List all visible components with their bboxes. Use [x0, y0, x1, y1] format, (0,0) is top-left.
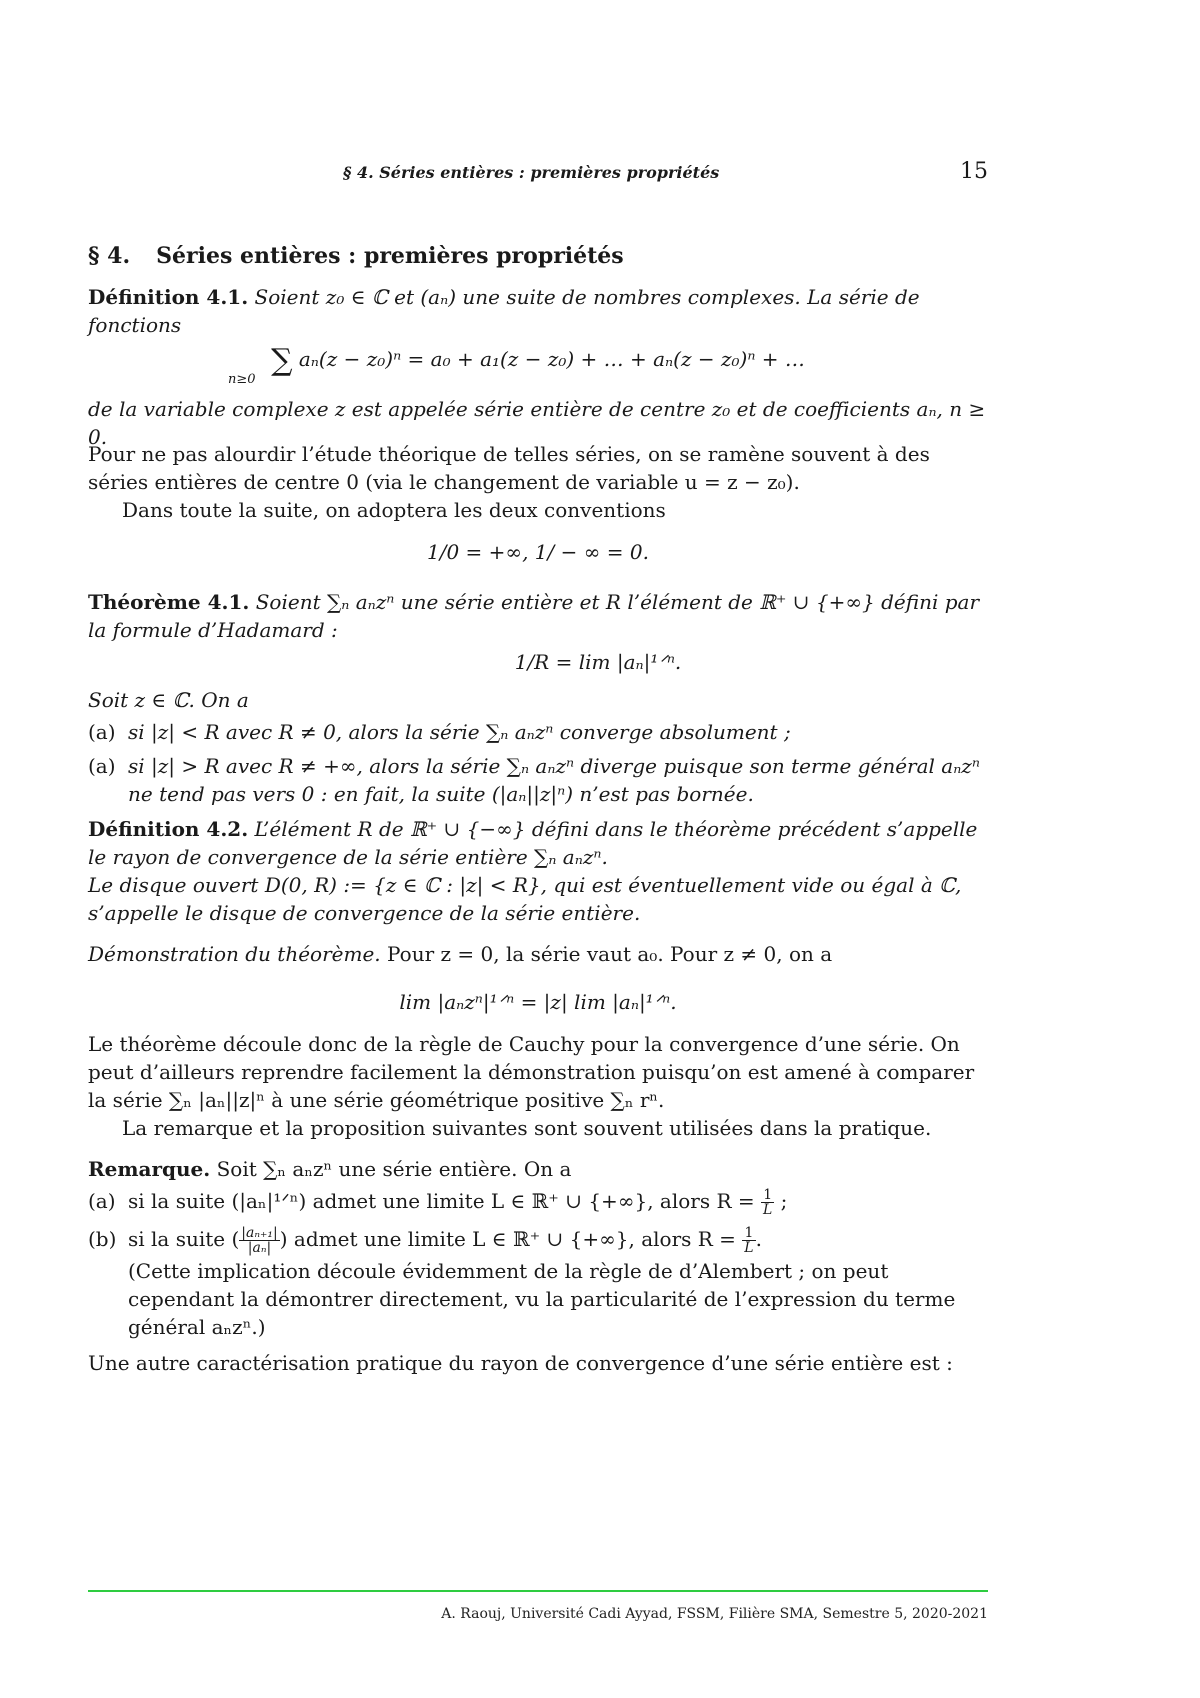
proof-label: Démonstration du théorème.	[88, 942, 381, 966]
item-text: si la suite (|aₙ|¹ᐟⁿ) admet une limite L ∈ ℝ⁺ ∪ {+∞}, alors R =	[128, 1189, 761, 1213]
series-expression: aₙ(z − z₀)ⁿ = a₀ + a₁(z − z₀) + … + aₙ(z − z₀)ⁿ + …	[298, 347, 805, 371]
remark	[88, 1155, 988, 1377]
document-page	[88, 0, 988, 1698]
definition-text-continued: Le disque ouvert D(0, R) := {z ∈ ℂ : |z| < R}, qui est éventuellement vide ou égal à ℂ, s’appelle le disque de convergence de la série entière.	[88, 873, 962, 925]
page-number: 15	[960, 159, 988, 184]
item-label: (b)	[88, 1227, 117, 1251]
proof	[88, 940, 988, 1142]
theorem-item	[88, 752, 988, 808]
section-number: § 4.	[88, 243, 131, 269]
definition-text: L’élément R de ℝ⁺ ∪ {−∞} défini dans le théorème précédent s’appelle le rayon de convergence de la série entière ∑ₙ aₙzⁿ.	[88, 817, 978, 869]
definition-label: Définition 4.2.	[88, 817, 249, 841]
definition-label: Définition 4.1.	[88, 285, 249, 309]
ratio-fraction: $\frac{\text{|aₙ₊₁|}}{\text{|aₙ|}}$	[241, 1225, 278, 1256]
theorem-item	[88, 718, 988, 746]
item-text-end: ) admet une limite L ∈ ℝ⁺ ∪ {+∞}, alors R =	[279, 1227, 743, 1251]
definition-text-continued: de la variable complexe z est appelée série entière de centre z₀ et de coefficients aₙ, n ≥ 0.	[88, 397, 986, 449]
section-title-text: Séries entières : premières propriétés	[156, 243, 624, 269]
running-title: § 4. Séries entières : premières propriétés	[343, 163, 720, 182]
theorem-text: Soient ∑ₙ aₙzⁿ une série entière et R l’élément de ℝ⁺ ∪ {+∞} défini par la formule d’Hadamard :	[88, 590, 979, 642]
section-title	[88, 243, 624, 269]
item-label: (a)	[88, 720, 116, 744]
remark-item: (b) si la suite ( $\frac{\text{|aₙ₊₁|}}{\text{|aₙ|}}$ ) admet une limite L ∈ ℝ⁺ ∪ {+∞}, alors R = $\frac{1}{L}$ .	[88, 1225, 762, 1256]
running-header	[88, 159, 988, 193]
item-text-start: si la suite (	[128, 1227, 240, 1251]
series-formula	[88, 343, 988, 378]
hadamard-formula: 1/R = lim |aₙ|¹ᐟⁿ.	[514, 650, 682, 674]
sum-index: n≥0	[228, 372, 256, 387]
proof-transition: La remarque et la proposition suivantes sont souvent utilisées dans la pratique.	[122, 1116, 932, 1140]
definition-4-1	[88, 283, 988, 451]
proof-formula: lim |aₙzⁿ|¹ᐟⁿ = |z| lim |aₙ|¹ᐟⁿ.	[399, 990, 677, 1014]
item-label: (a)	[88, 1189, 116, 1213]
footer-rule	[88, 1590, 988, 1592]
paragraph-conventions-intro: Dans toute la suite, on adoptera les deux conventions	[122, 498, 666, 522]
sum-symbol: ∑	[271, 343, 293, 378]
remark-item: (a) si la suite (|aₙ|¹ᐟⁿ) admet une limite L ∈ ℝ⁺ ∪ {+∞}, alors R = $\frac{1}{L}$ ;	[88, 1187, 788, 1218]
definition-4-2	[88, 815, 988, 927]
theorem-soit: Soit z ∈ ℂ. On a	[88, 688, 249, 712]
closing-sentence: Une autre caractérisation pratique du rayon de convergence d’une série entière est :	[88, 1351, 953, 1375]
theorem-4-1	[88, 588, 988, 808]
proof-text: Pour z = 0, la série vaut a₀. Pour z ≠ 0, on a	[387, 942, 833, 966]
remark-text: Soit ∑ₙ aₙzⁿ une série entière. On a	[216, 1157, 572, 1181]
paragraph-text: Pour ne pas alourdir l’étude théorique de telles séries, on se ramène souvent à des séries entières de centre 0 (via le changement de variable u = z − z₀).	[88, 442, 930, 494]
item-text: si |z| < R avec R ≠ 0, alors la série ∑ₙ aₙzⁿ converge absolument ;	[128, 720, 791, 744]
theorem-label: Théorème 4.1.	[88, 590, 250, 614]
conventions-formula: 1/0 = +∞, 1/ − ∞ = 0.	[427, 540, 649, 564]
footer-text: A. Raouj, Université Cadi Ayyad, FSSM, Filière SMA, Semestre 5, 2020-2021	[441, 1606, 988, 1622]
paragraph-intro	[88, 440, 988, 566]
item-text: si |z| > R avec R ≠ +∞, alors la série ∑ₙ aₙzⁿ diverge puisque son terme général aₙzⁿ ne tend pas vers 0 : en fait, la suite (|aₙ||z|ⁿ) n’est pas bornée.	[128, 754, 980, 806]
proof-text-continued: Le théorème découle donc de la règle de Cauchy pour la convergence d’une série. On peut d’ailleurs reprendre facilement la démonstration puisqu’on est amené à comparer la série ∑ₙ |aₙ||z|ⁿ à une série géométrique positive ∑ₙ rⁿ.	[88, 1032, 975, 1112]
definition-text: Soient z₀ ∈ ℂ et (aₙ) une suite de nombres complexes. La série de fonctions	[88, 285, 920, 337]
remark-label: Remarque.	[88, 1157, 211, 1181]
fraction-one-over-l: $\frac{1}{L}$	[744, 1225, 754, 1256]
item-label: (a)	[88, 754, 116, 778]
remark-note: (Cette implication découle évidemment de la règle de d’Alembert ; on peut cependant la démontrer directement, vu la particularité de l’expression du terme général aₙzⁿ.)	[128, 1259, 956, 1339]
fraction-one-over-l: $\frac{1}{L}$	[763, 1187, 773, 1218]
